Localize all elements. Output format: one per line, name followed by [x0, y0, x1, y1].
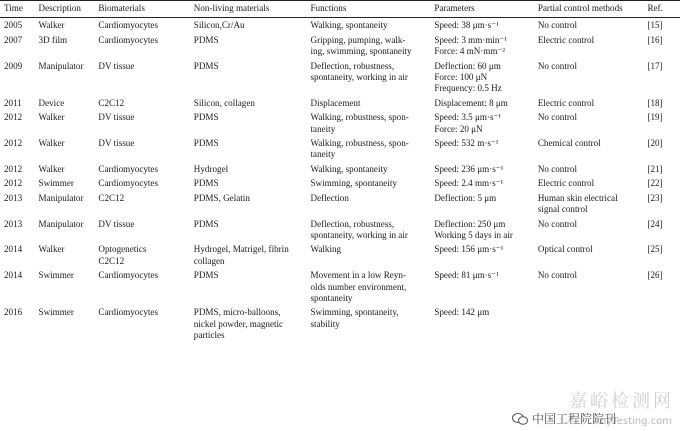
- cell-non-living-materials-line: PDMS, Gelatin: [193, 192, 250, 203]
- cell-time: 2012: [4, 178, 23, 189]
- cell-functions-line: Gripping, pumping, walk-: [310, 34, 406, 45]
- cell-parameters: [432, 268, 536, 305]
- cell-non-living-materials: [192, 110, 309, 136]
- cell-ref: [20]: [647, 138, 663, 149]
- cell-biomaterials-line: Cardiomyocytes: [98, 270, 159, 281]
- cell-biomaterials: [96, 242, 191, 268]
- cell-control-method-line: Optical control: [537, 244, 593, 255]
- header-partial-control-methods: Partial control methods: [536, 1, 646, 18]
- cell-functions: [309, 110, 433, 136]
- cell-non-living-materials: [192, 191, 309, 217]
- cell-functions-line: Swimming, spontaneity,: [310, 307, 399, 318]
- cell-control-method-line: Electric control: [537, 34, 595, 45]
- cell-biomaterials-line: DV tissue: [98, 112, 135, 123]
- cell-non-living-materials-line: PDMS: [193, 34, 219, 45]
- cell-parameters-line: Speed: 2.4 mm·s⁻¹: [434, 178, 504, 189]
- cell-description: Swimmer: [38, 178, 74, 189]
- cell-ref: [645, 305, 680, 342]
- cell-functions: [309, 59, 433, 96]
- cell-non-living-materials: [192, 33, 309, 59]
- cell-biomaterials: [96, 59, 191, 96]
- table-row: [0, 305, 680, 342]
- header-functions: Functions: [309, 1, 433, 18]
- cell-description: Walker: [38, 138, 65, 149]
- cell-functions-line: Displacement: [310, 97, 361, 108]
- cell-parameters: [432, 162, 536, 176]
- cell-control-method-line: No control: [537, 218, 577, 229]
- cell-parameters-line: Force: 4 mN·mm⁻²: [434, 46, 505, 57]
- cell-ref: [21]: [647, 163, 663, 174]
- cell-functions-line: Swimming, spontaneity: [310, 178, 397, 189]
- cell-parameters: [432, 305, 536, 342]
- cell-non-living-materials-line: PDMS: [193, 112, 219, 123]
- cell-control-method-line: No control: [537, 112, 577, 123]
- cell-control-method-line: Electric control: [537, 178, 595, 189]
- table-body: [0, 18, 680, 343]
- watermark-url: AnyTesting.com: [593, 416, 672, 427]
- cell-functions-line: ing, swimming, spontaneity: [310, 46, 412, 57]
- cell-control-method: [536, 191, 646, 217]
- cell-control-method: [536, 59, 646, 96]
- cell-control-method: [536, 110, 646, 136]
- cell-functions: [309, 33, 433, 59]
- cell-parameters-line: Force: 20 μN: [434, 123, 483, 134]
- cell-functions: [309, 162, 433, 176]
- cell-non-living-materials: [192, 162, 309, 176]
- cell-description: Walker: [38, 244, 65, 255]
- cell-description: 3D film: [38, 34, 68, 45]
- cell-biomaterials-line: C2C12: [98, 97, 125, 108]
- cell-parameters: [432, 242, 536, 268]
- table-row: [0, 110, 680, 136]
- cell-biomaterials: [96, 110, 191, 136]
- table-row: [0, 191, 680, 217]
- cell-control-method-line: Chemical control: [537, 138, 601, 149]
- cell-time: 2014: [4, 270, 23, 281]
- cell-functions-line: spontaneity: [310, 292, 353, 303]
- header-time: Time: [0, 1, 37, 18]
- watermark-site-name: 嘉峪检测网: [569, 391, 674, 412]
- cell-biomaterials-line: Cardiomyocytes: [98, 307, 159, 318]
- cell-non-living-materials-line: particles: [193, 330, 225, 341]
- cell-parameters: [432, 191, 536, 217]
- cell-functions-line: Walking, spontaneity: [310, 163, 388, 174]
- cell-functions: [309, 191, 433, 217]
- cell-control-method-line: No control: [537, 60, 577, 71]
- table-row: [0, 162, 680, 176]
- cell-biomaterials: [96, 136, 191, 162]
- header-non-living-materials: Non-living materials: [192, 1, 309, 18]
- cell-non-living-materials: [192, 18, 309, 33]
- cell-description: Walker: [38, 163, 65, 174]
- table-row: [0, 217, 680, 243]
- cell-control-method-line: signal control: [537, 204, 588, 215]
- cell-control-method: [536, 176, 646, 190]
- cell-biomaterials-line: Cardiomyocytes: [98, 34, 159, 45]
- cell-non-living-materials: [192, 217, 309, 243]
- cell-parameters-line: Deflection: 250 μm: [434, 218, 506, 229]
- cell-time: 2014: [4, 244, 23, 255]
- header-biomaterials: Biomaterials: [96, 1, 191, 18]
- cell-ref: [26]: [647, 270, 663, 281]
- cell-non-living-materials: [192, 59, 309, 96]
- cell-non-living-materials: [192, 176, 309, 190]
- cell-control-method-line: No control: [537, 163, 577, 174]
- cell-parameters: [432, 136, 536, 162]
- cell-control-method: [536, 242, 646, 268]
- cell-parameters: [432, 110, 536, 136]
- cell-time: 2005: [4, 20, 23, 31]
- cell-biomaterials: [96, 268, 191, 305]
- cell-parameters: [432, 217, 536, 243]
- cell-control-method: [536, 162, 646, 176]
- table-row: [0, 136, 680, 162]
- cell-functions-line: olds number environment,: [310, 281, 407, 292]
- cell-time: 2013: [4, 192, 23, 203]
- cell-description: Swimmer: [38, 270, 74, 281]
- watermark-journal-name: 中国工程院院刊: [532, 412, 617, 426]
- cell-parameters-line: Deflection: 60 μm: [434, 60, 501, 71]
- header-ref: Ref.: [645, 1, 680, 18]
- cell-parameters-line: Working 5 days in air: [434, 229, 513, 240]
- cell-parameters: [432, 176, 536, 190]
- cell-non-living-materials-line: Silicon,Cr/Au: [193, 20, 245, 31]
- cell-parameters-line: Speed: 38 μm·s⁻¹: [434, 20, 499, 31]
- cell-parameters: [432, 18, 536, 33]
- watermark: [484, 387, 674, 427]
- cell-control-method: [536, 217, 646, 243]
- header-row: [0, 1, 680, 18]
- cell-time: 2012: [4, 138, 23, 149]
- table-row: [0, 33, 680, 59]
- cell-non-living-materials-line: collagen: [193, 255, 225, 266]
- cell-functions-line: Deflection, robustness,: [310, 60, 395, 71]
- cell-non-living-materials: [192, 96, 309, 110]
- cell-parameters-line: Deflection: 5 μm: [434, 192, 497, 203]
- cell-functions-line: spontaneity, working in air: [310, 229, 408, 240]
- cell-biomaterials-line: DV tissue: [98, 218, 135, 229]
- cell-non-living-materials-line: Hydrogel, Matrigel, fibrin: [193, 244, 289, 255]
- cell-functions-line: Movement in a low Reyn-: [310, 270, 406, 281]
- table-row: [0, 59, 680, 96]
- cell-parameters-line: Frequency: 0.5 Hz: [434, 83, 502, 94]
- cell-non-living-materials-line: PDMS: [193, 138, 219, 149]
- cell-ref: [22]: [647, 178, 663, 189]
- cell-biomaterials: [96, 162, 191, 176]
- cell-parameters-line: Speed: 81 μm·s⁻¹: [434, 270, 499, 281]
- table-row: [0, 242, 680, 268]
- cell-functions: [309, 176, 433, 190]
- cell-biomaterials-line: Cardiomyocytes: [98, 178, 159, 189]
- cell-time: 2012: [4, 163, 23, 174]
- cell-control-method: [536, 96, 646, 110]
- cell-parameters: [432, 59, 536, 96]
- cell-control-method-line: Electric control: [537, 97, 595, 108]
- header-description: Description: [37, 1, 97, 18]
- cell-biomaterials-line: C2C12: [98, 192, 125, 203]
- cell-ref: [16]: [647, 34, 663, 45]
- cell-non-living-materials-line: PDMS: [193, 60, 219, 71]
- table-row: [0, 18, 680, 33]
- cell-non-living-materials: [192, 242, 309, 268]
- cell-non-living-materials-line: Hydrogel: [193, 163, 229, 174]
- table-row: [0, 176, 680, 190]
- wechat-icon: [512, 413, 528, 425]
- cell-description: Manipulator: [38, 192, 84, 203]
- cell-functions: [309, 305, 433, 342]
- cell-time: 2007: [4, 34, 23, 45]
- cell-functions-line: taneity: [310, 123, 336, 134]
- cell-non-living-materials-line: nickel powder, magnetic: [193, 318, 284, 329]
- cell-time: 2009: [4, 60, 23, 71]
- cell-description: Device: [38, 97, 65, 108]
- cell-parameters-line: Speed: 3.5 μm·s⁻¹: [434, 112, 502, 123]
- cell-time: 2011: [4, 97, 22, 108]
- cell-biomaterials: [96, 33, 191, 59]
- cell-control-method-line: No control: [537, 20, 577, 31]
- cell-ref: [23]: [647, 192, 663, 203]
- cell-control-method: [536, 305, 646, 342]
- cell-control-method: [536, 136, 646, 162]
- cell-ref: [25]: [647, 244, 663, 255]
- cell-biomaterials: [96, 217, 191, 243]
- cell-control-method: [536, 18, 646, 33]
- cell-parameters-line: Speed: 3 mm·min⁻¹: [434, 34, 508, 45]
- cell-parameters-line: Speed: 236 μm·s⁻¹: [434, 163, 504, 174]
- cell-control-method-line: No control: [537, 270, 577, 281]
- cell-description: Manipulator: [38, 218, 84, 229]
- header-parameters: Parameters: [432, 1, 536, 18]
- cell-control-method-line: Human skin electrical: [537, 192, 618, 203]
- cell-functions: [309, 217, 433, 243]
- cell-description: Swimmer: [38, 307, 74, 318]
- cell-non-living-materials-line: PDMS, micro-balloons,: [193, 307, 281, 318]
- cell-description: Manipulator: [38, 60, 84, 71]
- table-row: [0, 268, 680, 305]
- cell-control-method: [536, 268, 646, 305]
- cell-functions-line: spontaneity, working in air: [310, 72, 408, 83]
- cell-time: 2013: [4, 218, 23, 229]
- cell-biomaterials-line: Cardiomyocytes: [98, 163, 159, 174]
- table-row: [0, 96, 680, 110]
- cell-parameters: [432, 33, 536, 59]
- cell-ref: [17]: [647, 60, 663, 71]
- cell-functions-line: Walking: [310, 244, 342, 255]
- cell-biomaterials-line: C2C12: [98, 255, 125, 266]
- cell-non-living-materials-line: PDMS: [193, 218, 219, 229]
- cell-functions-line: Walking, robustness, spon-: [310, 138, 409, 149]
- cell-functions-line: Deflection, robustness,: [310, 218, 395, 229]
- cell-functions: [309, 18, 433, 33]
- cell-biomaterials: [96, 305, 191, 342]
- cell-biomaterials: [96, 18, 191, 33]
- cell-biomaterials-line: DV tissue: [98, 60, 135, 71]
- cell-non-living-materials: [192, 268, 309, 305]
- cell-functions-line: Walking, robustness, spon-: [310, 112, 409, 123]
- cell-non-living-materials: [192, 136, 309, 162]
- cell-functions-line: stability: [310, 318, 340, 329]
- cell-parameters-line: Displacement: 8 μm: [434, 97, 508, 108]
- cell-biomaterials-line: DV tissue: [98, 138, 135, 149]
- cell-biomaterials: [96, 191, 191, 217]
- cell-non-living-materials-line: PDMS: [193, 178, 219, 189]
- cell-functions: [309, 268, 433, 305]
- cell-functions-line: Walking, spontaneity: [310, 20, 388, 31]
- cell-ref: [18]: [647, 97, 663, 108]
- cell-non-living-materials-line: PDMS: [193, 270, 219, 281]
- cell-parameters-line: Speed: 156 μm·s⁻¹: [434, 244, 504, 255]
- cell-parameters-line: Force: 100 μN: [434, 72, 488, 83]
- cell-non-living-materials: [192, 305, 309, 342]
- cell-functions: [309, 96, 433, 110]
- cell-description: Walker: [38, 112, 65, 123]
- cell-ref: [15]: [647, 20, 663, 31]
- cell-functions: [309, 136, 433, 162]
- cell-biomaterials-line: Optogenetics: [98, 244, 147, 255]
- cell-biomaterials: [96, 96, 191, 110]
- cell-functions-line: Deflection: [310, 192, 349, 203]
- cell-biomaterials-line: Cardiomyocytes: [98, 20, 159, 31]
- cell-functions: [309, 242, 433, 268]
- cell-control-method: [536, 33, 646, 59]
- cell-parameters-line: Speed: 142 μm: [434, 307, 490, 318]
- cell-time: 2016: [4, 307, 23, 318]
- cell-ref: [19]: [647, 112, 663, 123]
- cell-parameters-line: Speed: 532 m·s⁻¹: [434, 138, 499, 149]
- cell-non-living-materials-line: Silicon, collagen: [193, 97, 255, 108]
- cell-description: Walker: [38, 20, 65, 31]
- cell-ref: [24]: [647, 218, 663, 229]
- cell-time: 2012: [4, 112, 23, 123]
- cell-parameters: [432, 96, 536, 110]
- cell-biomaterials: [96, 176, 191, 190]
- cell-functions-line: taneity: [310, 149, 336, 160]
